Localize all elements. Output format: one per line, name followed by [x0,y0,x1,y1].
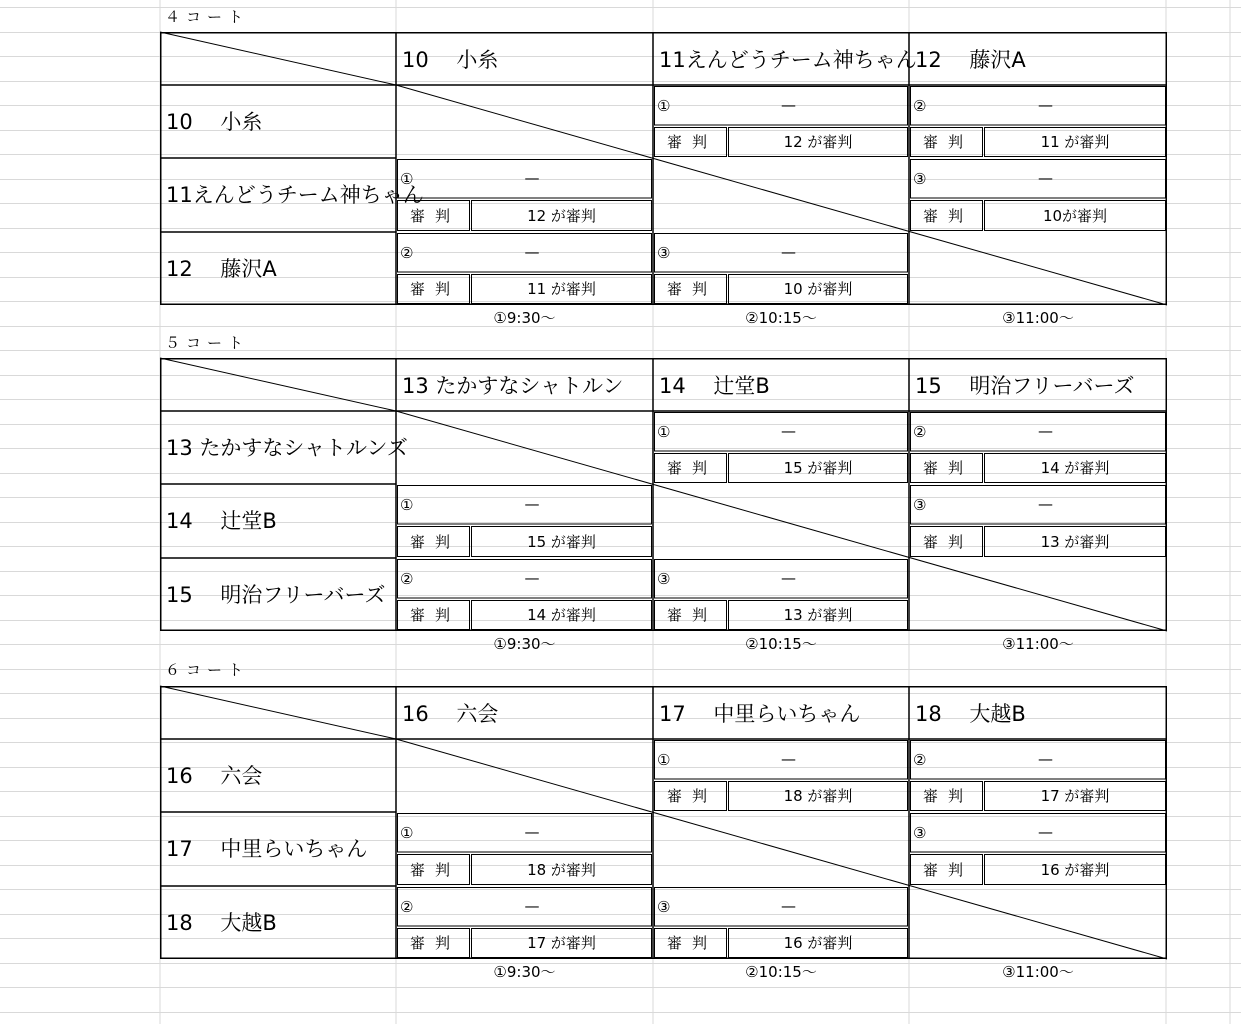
match-order: ② [400,243,414,262]
court-table [160,32,1167,305]
match-order: ③ [657,243,671,262]
court-table [160,686,1167,959]
referee-team: 17 が審判 [1040,787,1110,805]
referee-label: 審判 [923,532,974,551]
match-order: ③ [913,495,927,514]
row-team-name: 15 明治フリーバーズ [166,582,386,607]
row-team-name: 18 大越B [166,910,277,935]
match-order: ① [400,495,414,514]
referee-team: 16 が審判 [1040,860,1110,879]
match-order: ② [913,422,927,441]
court-label: ５コート [165,334,250,352]
match-order: ③ [657,569,671,588]
score-dash: — [781,896,796,915]
referee-team: 13 が審判 [1040,532,1110,551]
referee-team: 12 が審判 [527,206,596,225]
referee-team: 18 が審判 [527,860,596,879]
match-time: ①9:30～ [493,309,556,327]
referee-label: 審判 [923,133,974,151]
referee-team: 16 が審判 [783,934,853,952]
referee-label: 審判 [667,280,718,298]
referee-label: 審判 [667,934,718,952]
referee-team: 14 が審判 [1040,459,1110,477]
score-dash: — [781,242,796,261]
score-dash: — [524,896,540,915]
header-team-name: 12 藤沢A [915,48,1026,72]
referee-team: 18 が審判 [783,787,853,805]
score-dash: — [1038,749,1053,768]
referee-team: 10が審判 [1042,206,1108,225]
match-order: ② [400,569,414,588]
court-label: ４コート [165,8,250,26]
match-time: ③11:00～ [1002,635,1074,653]
referee-label: 審判 [667,459,718,477]
match-time: ③11:00～ [1002,963,1074,981]
match-time: ②10:15～ [745,963,817,981]
referee-label: 審判 [410,532,461,551]
row-team-name: 17 中里らいちゃん [166,837,368,861]
match-order: ① [400,823,414,842]
referee-label: 審判 [667,606,718,624]
score-dash: — [1038,168,1053,187]
score-dash: — [1038,95,1053,114]
match-time: ①9:30～ [493,963,556,981]
score-dash: — [1038,494,1053,513]
corner-diagonal [160,358,396,411]
match-order: ② [400,897,414,916]
referee-team: 10 が審判 [783,280,853,298]
referee-team: 12 が審判 [783,133,853,151]
referee-label: 審判 [923,860,974,879]
referee-label: 審判 [923,459,974,477]
referee-team: 11 が審判 [527,280,596,298]
referee-label: 審判 [410,934,461,952]
score-dash: — [524,242,540,261]
header-team-name: 18 大越B [915,702,1026,726]
header-team-name: 14 辻堂B [659,374,770,398]
score-dash: — [781,95,796,114]
match-order: ③ [913,823,927,842]
header-team-name: 16 六会 [402,702,499,726]
corner-diagonal [160,32,396,85]
match-order: ① [657,96,671,115]
score-dash: — [1038,421,1053,440]
referee-label: 審判 [410,280,461,298]
row-team-name: 16 六会 [166,763,263,788]
referee-team: 11 が審判 [1040,133,1110,151]
score-dash: — [781,421,796,440]
score-dash: — [524,168,540,187]
row-team-name: 10 小糸 [166,109,263,134]
score-dash: — [1038,822,1053,841]
score-dash: — [524,568,540,587]
match-order: ① [400,169,414,188]
corner-diagonal [160,686,396,739]
court-table [160,358,1167,631]
match-time: ③11:00～ [1002,309,1074,327]
referee-team: 15 が審判 [783,459,853,477]
match-order: ③ [657,897,671,916]
score-dash: — [524,494,540,513]
header-team-name: 13 たかすなシャトルン [402,374,624,398]
referee-label: 審判 [410,860,461,879]
match-order: ② [913,96,927,115]
match-time: ②10:15～ [745,635,817,653]
row-team-name: 11えんどうチーム神ちゃん [166,183,424,207]
referee-team: 17 が審判 [527,934,596,952]
referee-team: 14 が審判 [527,606,596,624]
referee-label: 審判 [667,787,718,805]
header-team-name: 15 明治フリーバーズ [915,374,1135,398]
referee-label: 審判 [410,606,461,624]
referee-label: 審判 [923,787,974,805]
score-dash: — [524,822,540,841]
referee-team: 13 が審判 [783,606,853,624]
match-time: ②10:15～ [745,309,817,327]
match-order: ① [657,422,671,441]
header-team-name: 10 小糸 [402,48,499,72]
header-team-name: 11えんどうチーム神ちゃん [659,48,917,72]
row-team-name: 14 辻堂B [166,509,277,533]
referee-label: 審判 [410,206,461,225]
row-team-name: 12 藤沢A [166,256,277,281]
match-time: ①9:30～ [493,635,556,653]
header-team-name: 17 中里らいちゃん [659,702,861,726]
referee-label: 審判 [923,206,974,225]
row-team-name: 13 たかすなシャトルンズ [166,435,408,460]
referee-label: 審判 [667,133,718,151]
score-dash: — [781,568,796,587]
referee-team: 15 が審判 [527,532,596,551]
court-label: ６コート [165,661,250,679]
match-order: ③ [913,169,927,188]
score-dash: — [781,749,796,768]
match-order: ② [913,750,927,769]
match-order: ① [657,750,671,769]
